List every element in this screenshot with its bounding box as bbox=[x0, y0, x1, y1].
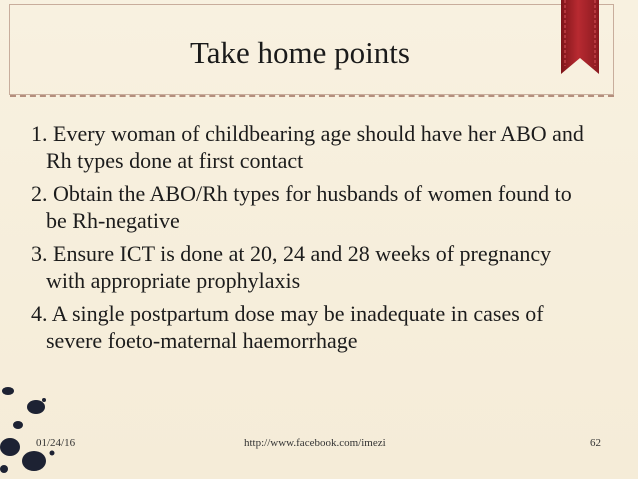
footer-date: 01/24/16 bbox=[36, 437, 76, 449]
footer-url: http://www.facebook.com/imezi bbox=[244, 437, 386, 449]
list-item: 1. Every woman of childbearing age should have her ABO and Rh types done at first contact bbox=[31, 121, 584, 173]
list-item: 4. A single postpartum dose may be inadequate in cases of severe foeto-maternal haemorrhage bbox=[31, 301, 544, 353]
take-home-points-list bbox=[31, 120, 591, 360]
slide-title: Take home points bbox=[190, 35, 410, 70]
list-item: 3. Ensure ICT is done at 20, 24 and 28 weeks of pregnancy with appropriate prophylaxis bbox=[31, 241, 552, 293]
bookmark-ribbon-icon bbox=[560, 0, 600, 76]
title-divider bbox=[10, 95, 614, 97]
ink-blot-decoration bbox=[0, 385, 60, 479]
list-item: 2. Obtain the ABO/Rh types for husbands of women found to be Rh-negative bbox=[31, 181, 572, 233]
page-number: 62 bbox=[590, 437, 601, 449]
title-box bbox=[9, 4, 614, 95]
